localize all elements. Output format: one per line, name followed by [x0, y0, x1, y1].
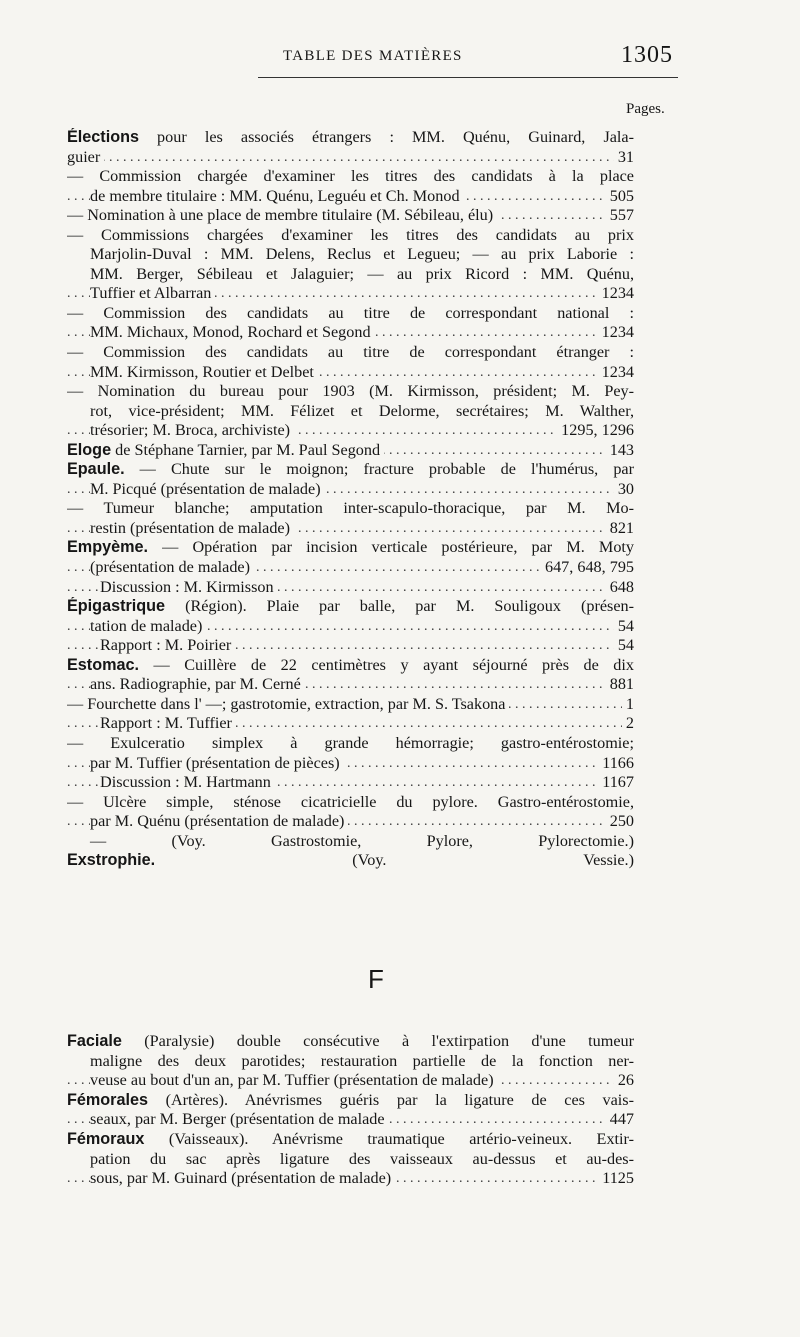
- entry-text: — Nomination du bureau pour 1903 (M. Kirmisson, président; M. Pey-: [67, 382, 634, 401]
- index-line: [67, 714, 634, 734]
- entry-text: restin (présentation de malade): [90, 518, 291, 537]
- index-line: [67, 480, 634, 500]
- index-line: [67, 1130, 634, 1150]
- index-line: [67, 754, 634, 774]
- index-line: [67, 245, 634, 265]
- entry-page-ref: 881: [606, 675, 634, 695]
- entry-heading: Fémorales: [67, 1090, 148, 1109]
- index-line: [67, 343, 634, 363]
- entry-page-ref: 54: [614, 617, 634, 637]
- entry-text: (présentation de malade): [90, 558, 251, 577]
- index-line: [67, 128, 634, 148]
- entry-text: Discussion : M. Hartmann: [100, 773, 271, 792]
- index-line: [67, 851, 634, 871]
- index-line: [67, 519, 634, 539]
- entry-text: rot, vice-président; MM. Félizet et Delorme, secrétaires; M. Walther,: [90, 401, 634, 420]
- entry-text: — Commission des candidats au titre de correspondant national :: [67, 303, 634, 322]
- index-line: [67, 460, 634, 480]
- dot-leader: [67, 148, 634, 168]
- entry-text: (Voy. Vessie.): [155, 851, 634, 870]
- header-title: TABLE DES MATIÈRES: [283, 48, 463, 64]
- entry-text: par M. Quénu (présentation de malade): [90, 812, 345, 831]
- entry-text: — Opération par incision verticale postérieure, par M. Moty: [147, 538, 634, 557]
- entry-page-ref: 1295, 1296: [557, 421, 634, 441]
- section-e-entries: [67, 128, 634, 871]
- entry-text: tation de malade): [90, 616, 203, 635]
- index-line: [67, 793, 634, 813]
- entry-page-ref: 647, 648, 795: [541, 558, 634, 578]
- entry-heading: Fémoraux: [67, 1129, 145, 1148]
- entry-text: — Chute sur le moignon; fracture probable de l'humérus, par: [124, 460, 634, 479]
- entry-page-ref: 1166: [598, 754, 634, 774]
- entry-text: — Commissions chargées d'examiner les titres des candidats au prix: [67, 225, 634, 244]
- entry-text: pation du sac après ligature des vaisseaux au-dessus et au-des-: [90, 1149, 634, 1168]
- entry-text: Discussion : M. Kirmisson: [100, 577, 274, 596]
- entry-text: seaux, par M. Berger (présentation de malade: [90, 1110, 385, 1129]
- index-line: [67, 1052, 634, 1072]
- entry-heading: Epaule.: [67, 460, 125, 479]
- entry-text: — (Voy. Gastrostomie, Pylore, Pylorectomie.): [90, 831, 634, 850]
- entry-text: — Ulcère simple, sténose cicatricielle du pylore. Gastro-entérostomie,: [67, 792, 634, 811]
- index-line: [67, 402, 634, 422]
- entry-text: (Région). Plaie par balle, par M. Souligoux (présen-: [165, 597, 634, 616]
- index-line: [67, 832, 634, 852]
- entry-text: Rapport : M. Poirier: [100, 636, 232, 655]
- entry-page-ref: 1234: [598, 323, 634, 343]
- entry-text: MM. Kirmisson, Routier et Delbet: [90, 362, 314, 381]
- index-line: [67, 363, 634, 383]
- index-line: [67, 499, 634, 519]
- entry-page-ref: 26: [614, 1071, 634, 1091]
- index-line: [67, 656, 634, 676]
- entry-page-ref: 2: [622, 714, 634, 734]
- entry-heading: Élections: [67, 128, 139, 146]
- entry-page-ref: 1234: [598, 284, 634, 304]
- entry-text: de Stéphane Tarnier, par M. Paul Segond: [111, 440, 381, 459]
- entry-text: MM. Berger, Sébileau et Jalaguier; — au prix Ricord : MM. Quénu,: [90, 264, 634, 283]
- entry-text: maligne des deux parotides; restauration partielle de la fonction ner-: [90, 1051, 634, 1070]
- entry-text: guier: [67, 147, 101, 166]
- index-line: [67, 636, 634, 656]
- index-line: [67, 441, 634, 461]
- index-line: [67, 1032, 634, 1052]
- entry-page-ref: 447: [606, 1110, 634, 1130]
- entry-text: — Exulceratio simplex à grande hémorragie; gastro-entérostomie;: [67, 733, 634, 752]
- entry-text: M. Picqué (présentation de malade): [90, 479, 321, 498]
- entry-text: (Paralysie) double consécutive à l'extirpation d'une tumeur: [121, 1032, 634, 1050]
- index-line: [67, 578, 634, 598]
- header-page-number: 1305: [621, 42, 673, 68]
- entry-heading: Estomac.: [67, 655, 139, 674]
- entry-text: ans. Radiographie, par M. Cerné: [90, 675, 301, 694]
- index-line: [67, 187, 634, 207]
- entry-page-ref: 1167: [598, 773, 634, 793]
- index-line: [67, 734, 634, 754]
- index-line: [67, 265, 634, 285]
- entry-text: — Nomination à une place de membre titulaire (M. Sébileau, élu): [67, 206, 494, 225]
- entry-text: (Vaisseaux). Anévrisme traumatique artério-veineux. Extir-: [144, 1129, 634, 1148]
- index-line: [67, 421, 634, 441]
- index-line: [67, 226, 634, 246]
- entry-text: par M. Tuffier (présentation de pièces): [90, 753, 340, 772]
- entry-page-ref: 1234: [598, 363, 634, 383]
- entry-text: pour les associés étrangers : MM. Quénu, Guinard, Jala-: [138, 128, 634, 146]
- index-line: [67, 148, 634, 168]
- entry-page-ref: 250: [606, 812, 634, 832]
- entry-text: de membre titulaire : MM. Quénu, Leguéu et Ch. Monod: [90, 186, 460, 205]
- entry-heading: Épigastrique: [67, 597, 166, 616]
- entry-page-ref: 1125: [598, 1169, 634, 1189]
- pages-column-label: Pages.: [626, 101, 665, 117]
- entry-heading: Faciale: [67, 1032, 122, 1050]
- index-line: [67, 558, 634, 578]
- index-line: [67, 382, 634, 402]
- index-line: [67, 1110, 634, 1130]
- entry-page-ref: 54: [614, 636, 634, 656]
- entry-page-ref: 143: [606, 441, 634, 461]
- index-line: [67, 304, 634, 324]
- entry-page-ref: 31: [614, 148, 634, 168]
- entry-text: sous, par M. Guinard (présentation de malade): [90, 1169, 392, 1188]
- entry-heading: Eloge: [67, 440, 112, 459]
- index-line: [67, 617, 634, 637]
- entry-page-ref: 648: [606, 578, 634, 598]
- entry-page-ref: 505: [606, 187, 634, 207]
- index-line: [67, 538, 634, 558]
- entry-text: Rapport : M. Tuffier: [100, 714, 232, 733]
- index-line: [67, 1150, 634, 1170]
- index-line: [67, 675, 634, 695]
- entry-heading: Empyème.: [67, 538, 148, 557]
- entry-text: (Artères). Anévrismes guéris par la ligature de ces vais-: [147, 1090, 634, 1109]
- entry-page-ref: 1: [622, 695, 634, 715]
- index-line: [67, 284, 634, 304]
- index-line: [67, 1091, 634, 1111]
- header-rule: [258, 77, 678, 78]
- entry-text: — Fourchette dans l' —; gastrotomie, extraction, par M. S. Tsakona: [67, 694, 506, 713]
- entry-text: — Cuillère de 22 centimètres y ayant séjourné près de dix: [138, 655, 634, 674]
- index-line: [67, 597, 634, 617]
- index-line: [67, 323, 634, 343]
- entry-text: trésorier; M. Broca, archiviste): [90, 421, 291, 440]
- running-header: [0, 44, 800, 74]
- index-line: [67, 206, 634, 226]
- entry-text: — Commission chargée d'examiner les titres des candidats à la place: [67, 167, 634, 186]
- index-line: [67, 167, 634, 187]
- index-line: [67, 773, 634, 793]
- entry-page-ref: 821: [606, 519, 634, 539]
- entry-text: Marjolin-Duval : MM. Delens, Reclus et Legueu; — au prix Laborie :: [90, 245, 634, 264]
- entry-text: — Tumeur blanche; amputation inter-scapulo-thoracique, par M. Mo-: [67, 499, 634, 518]
- index-line: [67, 695, 634, 715]
- index-line: [67, 1071, 634, 1091]
- section-f-entries: [67, 1032, 634, 1189]
- index-line: [67, 1169, 634, 1189]
- entry-page-ref: 30: [614, 480, 634, 500]
- entry-text: Tuffier et Albarran: [90, 284, 212, 303]
- entry-text: — Commission des candidats au titre de correspondant étranger :: [67, 343, 634, 362]
- section-letter-f: F: [368, 964, 384, 994]
- entry-heading: Exstrophie.: [67, 851, 156, 870]
- index-line: [67, 812, 634, 832]
- entry-text: MM. Michaux, Monod, Rochard et Segond: [90, 323, 371, 342]
- entry-text: veuse au bout d'un an, par M. Tuffier (présentation de malade): [90, 1071, 494, 1090]
- entry-page-ref: 557: [606, 206, 634, 226]
